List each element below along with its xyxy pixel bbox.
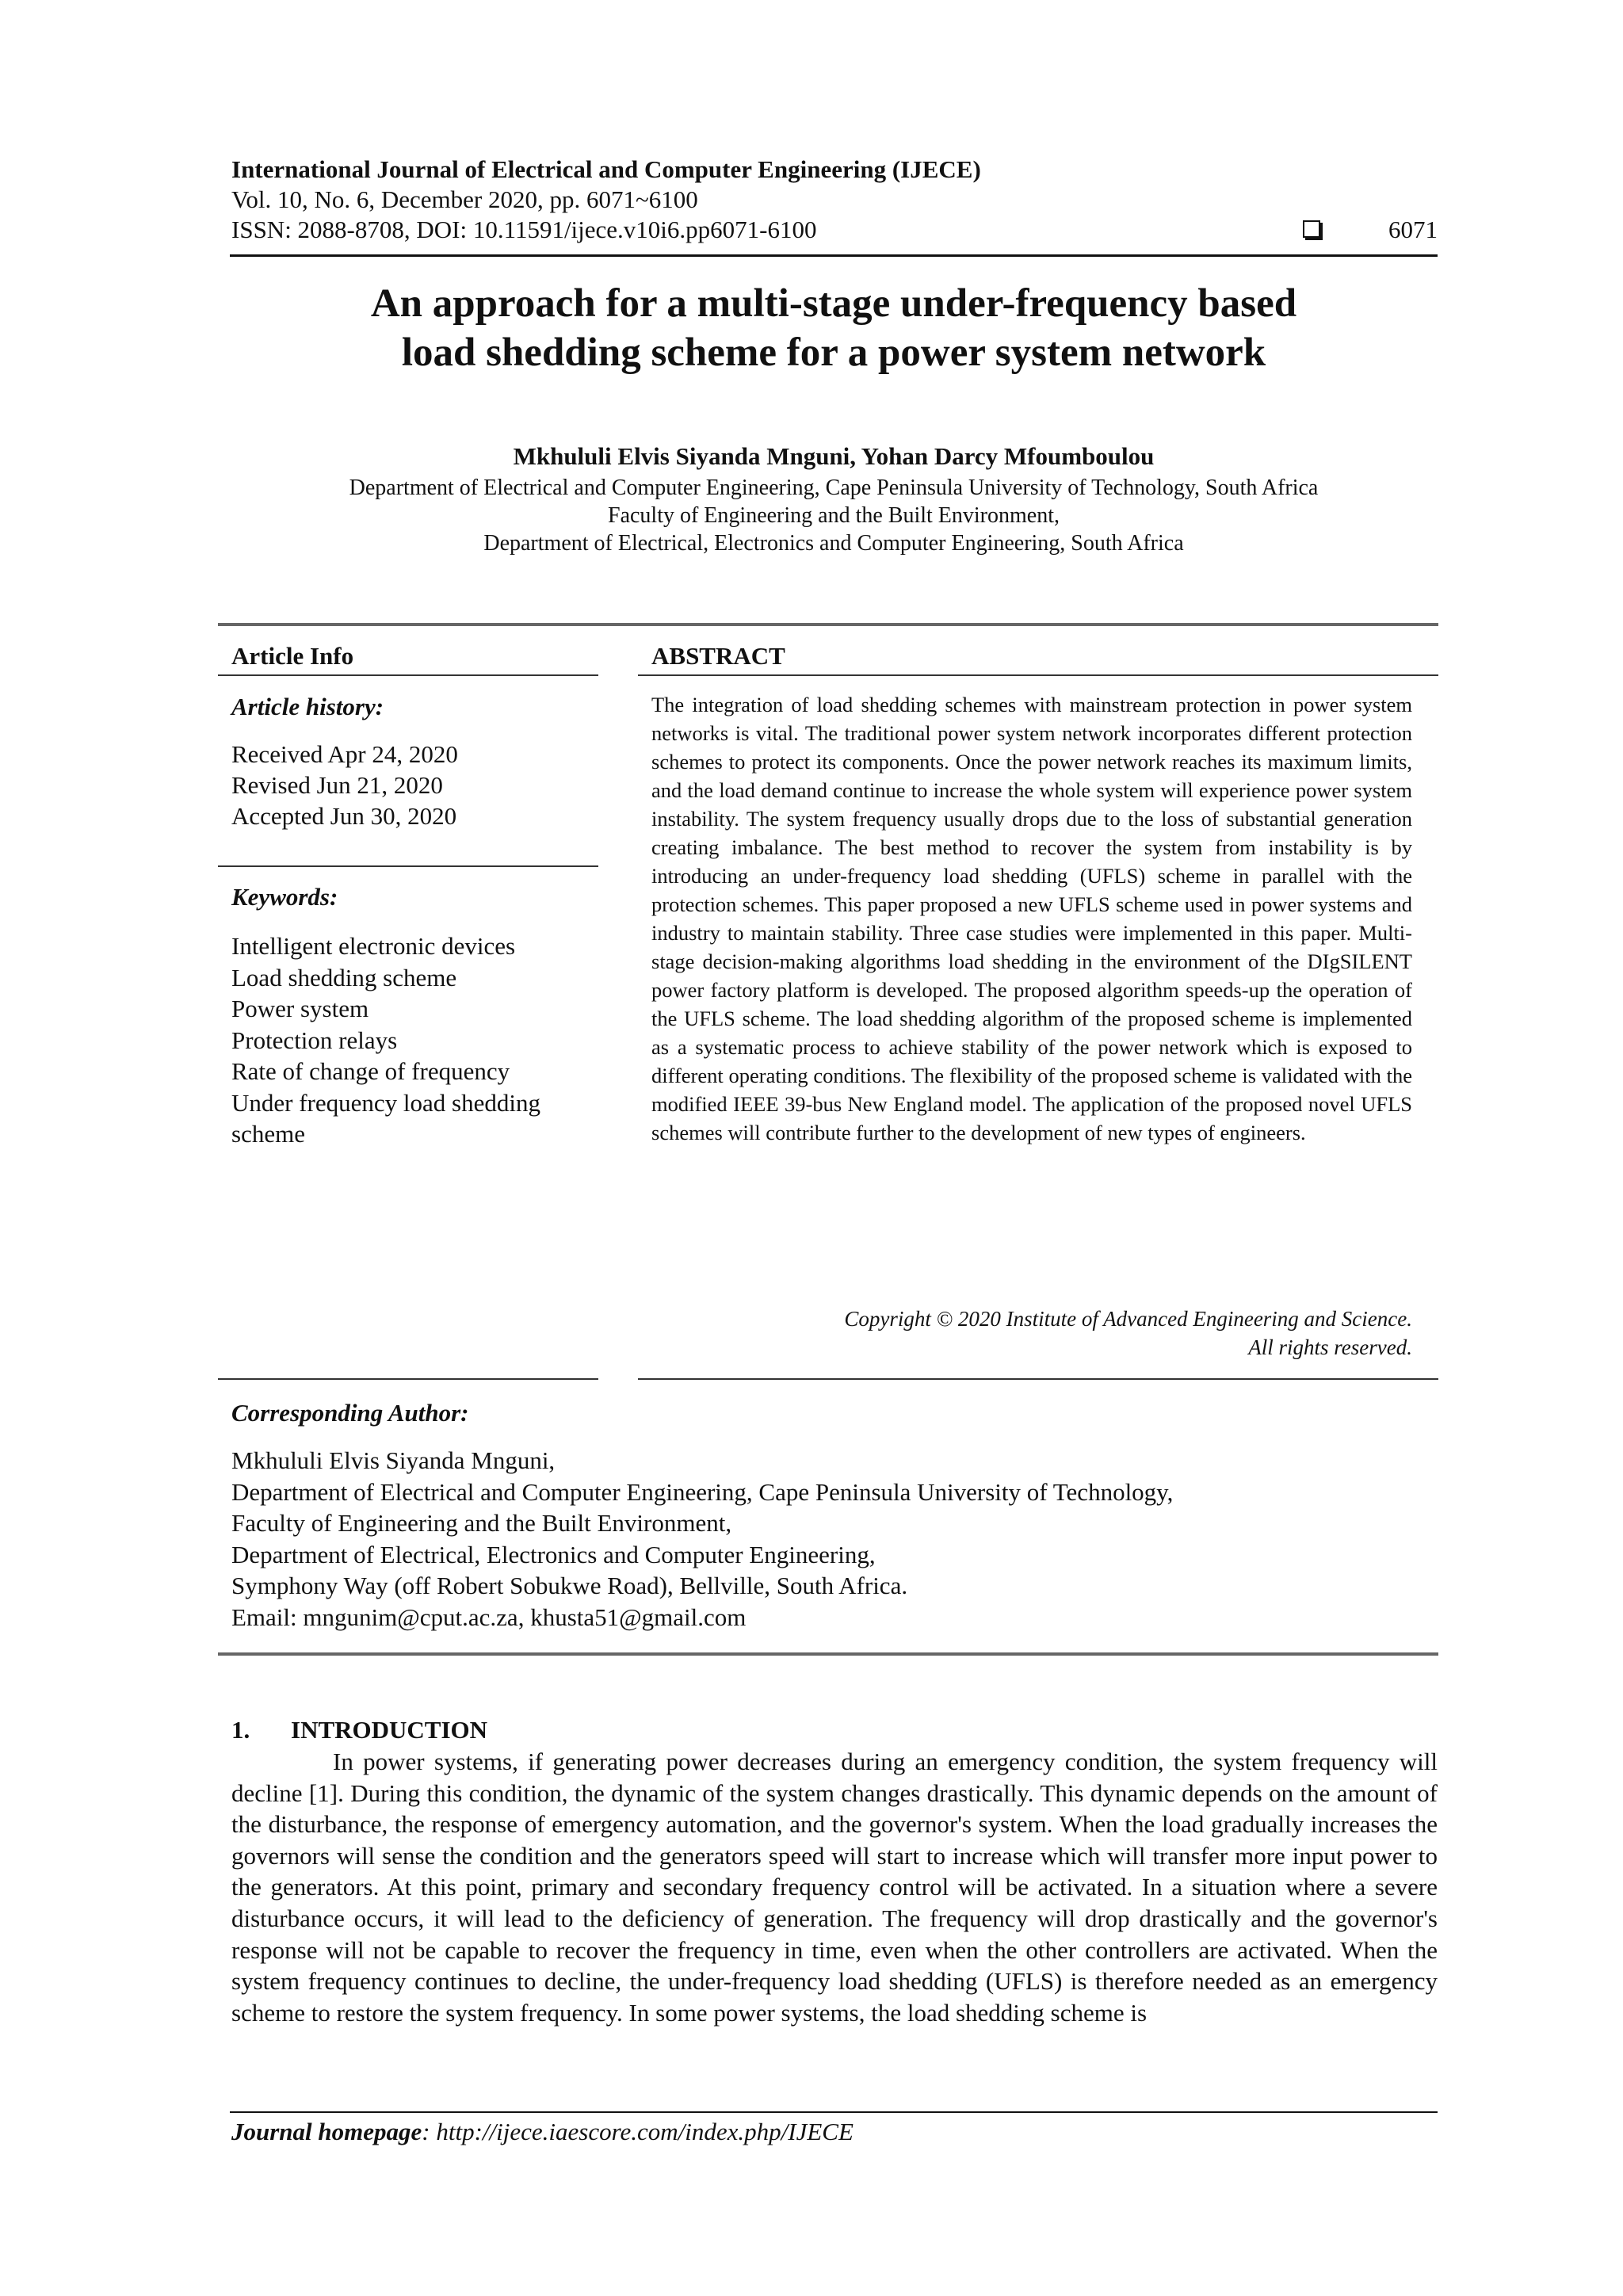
section-divider xyxy=(218,1652,1438,1656)
checkbox-square-icon xyxy=(1303,220,1320,238)
section-divider xyxy=(218,1378,598,1380)
header-divider xyxy=(230,254,1438,257)
introduction-heading xyxy=(231,1716,487,1744)
address-line: Faculty of Engineering and the Built Environment, xyxy=(231,1509,732,1537)
history-accepted: Accepted Jun 30, 2020 xyxy=(231,802,457,830)
author-names: Mkhululi Elvis Siyanda Mnguni, Yohan Darcy Mfoumboulou xyxy=(513,442,1155,470)
section-divider xyxy=(218,623,1438,626)
article-info-divider xyxy=(218,674,598,676)
rights-line: All rights reserved. xyxy=(1248,1335,1412,1359)
history-received: Received Apr 24, 2020 xyxy=(231,740,458,768)
abstract-heading: ABSTRACT xyxy=(651,642,785,670)
homepage-label: Journal homepage xyxy=(231,2118,422,2145)
corresponding-author-details xyxy=(231,1445,1173,1633)
address-line: Symphony Way (off Robert Sobukwe Road), Bellville, South Africa. xyxy=(231,1572,908,1599)
journal-homepage-footer: Journal homepage: http://ijece.iaescore.com/index.php/IJECE xyxy=(231,2118,854,2145)
section-number: 1. xyxy=(231,1716,250,1744)
keyword-item: Under frequency load shedding scheme xyxy=(231,1088,540,1148)
volume-line: Vol. 10, No. 6, December 2020, pp. 6071~6100 xyxy=(231,185,698,213)
keyword-item: Intelligent electronic devices xyxy=(231,932,516,960)
page-number: 6071 xyxy=(1388,216,1438,243)
copyright-notice xyxy=(651,1305,1412,1362)
section-divider xyxy=(638,1378,1438,1380)
keywords-list xyxy=(231,930,596,1150)
affiliation-line: Faculty of Engineering and the Built Environment, xyxy=(608,503,1060,528)
article-info-heading: Article Info xyxy=(231,642,354,670)
keyword-item: Load shedding scheme xyxy=(231,963,457,991)
issn-doi-line: ISSN: 2088-8708, DOI: 10.11591/ijece.v10i6.pp6071-6100 xyxy=(231,216,817,243)
history-divider xyxy=(218,865,598,867)
journal-name: International Journal of Electrical and Computer Engineering (IJECE) xyxy=(231,155,981,183)
keyword-item: Power system xyxy=(231,995,369,1022)
introduction-paragraph: In power systems, if generating power decreases during an emergency condition, the system frequency will decline [1]. During this condition, the dynamic of the system changes drastically. This dynamic depends on the amount of the disturbance, the response of emergency automation, and the governor's system. When the load gradually increases the governors will sense the condition and the generators speed will start to increase which will transfer more input power to the generators. At this point, primary and secondary frequency control will be activated. In a situation where a severe disturbance occurs, it will lead to the deficiency of generation. The frequency will drop drastically and the governor's response will not be capable to recover the frequency in time, even when the other controllers are activated. When the system frequency continues to decline, the under-frequency load shedding (UFLS) is therefore needed as an emergency scheme to restore the system frequency. In some power systems, the load shedding scheme is xyxy=(231,1748,1438,2027)
section-title: INTRODUCTION xyxy=(291,1716,488,1744)
abstract-text: The integration of load shedding schemes with mainstream protection in power system networks is vital. The traditional power system network incorporates different protection schemes to protect its components. Once the power network reaches its maximum limits, and the load demand continue to increase the whole system will experience power system instability. The system frequency usually drops due to the loss of substantial generation creating imbalance. The best method to recover the system from instability is by introducing an under-frequency load shedding (UFLS) scheme in parallel with the protection schemes. This paper proposed a new UFLS scheme used in power systems and industry to maintain stability. Three case studies were implemented in this paper. Multi-stage decision-making algorithms load shedding in the environment of the DIgSILENT power factory platform is developed. The proposed algorithm speeds-up the operation of the UFLS scheme. The load shedding algorithm of the proposed scheme is implemented as a systematic process to achieve stability of the power network which is exposed to different operating conditions. The flexibility of the proposed scheme is validated with the modified IEEE 39-bus New England model. The application of the proposed novel UFLS schemes will contribute further to the development of new types of engineers. xyxy=(651,693,1412,1144)
paper-title xyxy=(230,279,1438,377)
title-line: An approach for a multi-stage under-frequency based xyxy=(370,281,1297,326)
address-line: Department of Electrical and Computer Engineering, Cape Peninsula University of Technology, xyxy=(231,1477,1174,1506)
email-line: Email: mngunim@cput.ac.za, khusta51@gmail.com xyxy=(231,1603,747,1631)
keyword-item: Protection relays xyxy=(231,1026,398,1054)
address-line: Department of Electrical, Electronics and Computer Engineering, xyxy=(231,1540,876,1568)
homepage-url[interactable]: http://ijece.iaescore.com/index.php/IJECE xyxy=(436,2118,854,2145)
abstract-divider xyxy=(638,674,1438,676)
author-name-line: Mkhululi Elvis Siyanda Mnguni, xyxy=(231,1446,556,1474)
keywords-heading: Keywords: xyxy=(231,883,338,911)
copyright-line: Copyright © 2020 Institute of Advanced Engineering and Science. xyxy=(844,1307,1412,1331)
footer-divider xyxy=(230,2111,1438,2113)
title-line: load shedding scheme for a power system network xyxy=(401,330,1266,375)
corresponding-author-heading: Corresponding Author: xyxy=(231,1399,469,1427)
history-revised: Revised Jun 21, 2020 xyxy=(231,771,443,799)
affiliation-line: Department of Electrical, Electronics and Computer Engineering, South Africa xyxy=(483,531,1184,556)
article-history-heading: Article history: xyxy=(231,693,384,720)
affiliation-line: Department of Electrical and Computer Engineering, Cape Peninsula University of Technology, South Africa xyxy=(349,476,1319,500)
keyword-item: Rate of change of frequency xyxy=(231,1057,510,1085)
